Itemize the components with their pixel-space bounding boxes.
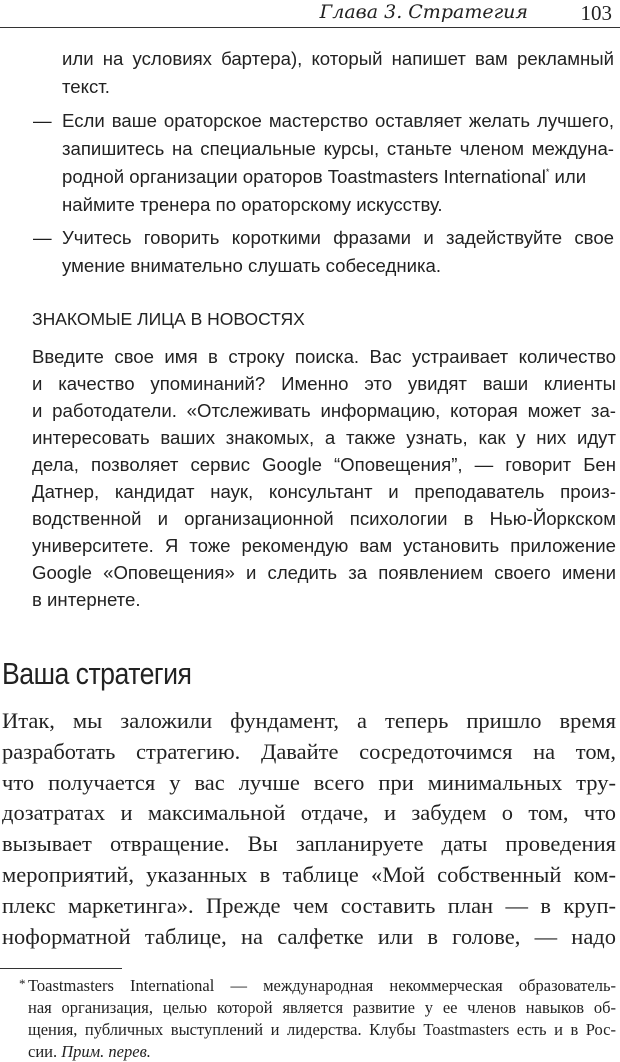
text-line: Учитесь говорить короткими фразами и задействуйте свое [62, 227, 614, 248]
text-line: ноформатной таблице, на салфетке или в голове, — надо [2, 924, 616, 949]
text-line: Google «Оповещения» и следить за появлением своего имени [32, 562, 616, 583]
text-fragment: родной организации ораторов Toastmasters International [62, 166, 546, 187]
text-line: разработать стратегию. Давайте сосредоточимся на том, [2, 739, 616, 764]
text-line: плекс маркетинга». Прежде чем составить план — в круп- [2, 893, 616, 918]
text-line: умение внимательно слушать собеседника. [62, 255, 442, 276]
text-line: Датнер, кандидат наук, консультант и преподаватель произ- [32, 481, 616, 502]
text-line: водственной и организационной психологии в Нью-Йоркском [32, 508, 616, 529]
dash-bullet: — [33, 227, 52, 248]
text-line: интересовать ваших знакомых, а также узнать, как у них идут [32, 427, 616, 448]
text-line: дела, позволяет сервис Google “Оповещения”, — говорит Бен [32, 454, 616, 475]
chapter-title: Глава 3. Стратегия [319, 1, 528, 23]
text-line: текст. [62, 76, 110, 97]
text-line: наймите тренера по ораторскому искусству. [62, 194, 443, 215]
text-line: или на условиях бартера), который напишет вам рекламный [62, 48, 614, 69]
dash-bullet: — [33, 110, 52, 131]
text-fragment: или [549, 166, 587, 187]
text-line: мероприятий, указанных в таблице «Мой собственный ком- [2, 862, 616, 887]
text-line: Введите свое имя в строку поиска. Вас устраивает количество [32, 346, 616, 367]
text-line: Toastmasters International — международная некоммерческая образователь- [28, 976, 616, 995]
text-line: Итак, мы заложили фундамент, а теперь пришло время [2, 708, 616, 733]
text-line: Если ваше ораторское мастерство оставляет желать лучшего, [62, 110, 614, 131]
footnote-mark: * [545, 167, 550, 177]
page-number: 103 [580, 1, 612, 25]
text-line [62, 166, 586, 188]
text-line: ная организация, целью которой является развитие у ее членов навыков об- [28, 998, 616, 1017]
text-line: и работодатели. «Отслеживать информацию, которая может за- [32, 400, 616, 421]
subsection-title: ЗНАКОМЫЕ ЛИЦА В НОВОСТЯХ [32, 309, 305, 329]
text-line: и качество упоминаний? Именно это увидят ваши клиенты [32, 373, 616, 394]
text-line: дозатратах и максимальной отдаче, и забудем о том, что [2, 800, 616, 825]
section-heading: Ваша стратегия [2, 656, 192, 691]
text-line: что получается у вас лучше всего при минимальных тру- [2, 770, 616, 795]
text-line: в интернете. [32, 589, 141, 610]
footnote-rule [0, 968, 122, 969]
text-line [28, 1042, 151, 1062]
text-line: запишитесь на специальные курсы, станьте членом междуна- [62, 138, 614, 159]
text-line: университете. Я тоже рекомендую вам установить приложение [32, 535, 616, 556]
text-line: щения, публичных выступлений и лидерства. Клубы Toastmasters есть и в Рос- [28, 1020, 616, 1039]
header-rule [0, 27, 620, 28]
text-line: вызывает отвращение. Вы запланируете даты проведения [2, 831, 616, 856]
running-header [0, 0, 620, 30]
footnote-mark: * [19, 976, 26, 991]
text-fragment: сии. [28, 1042, 58, 1061]
translator-note: Прим. перев. [61, 1042, 151, 1061]
